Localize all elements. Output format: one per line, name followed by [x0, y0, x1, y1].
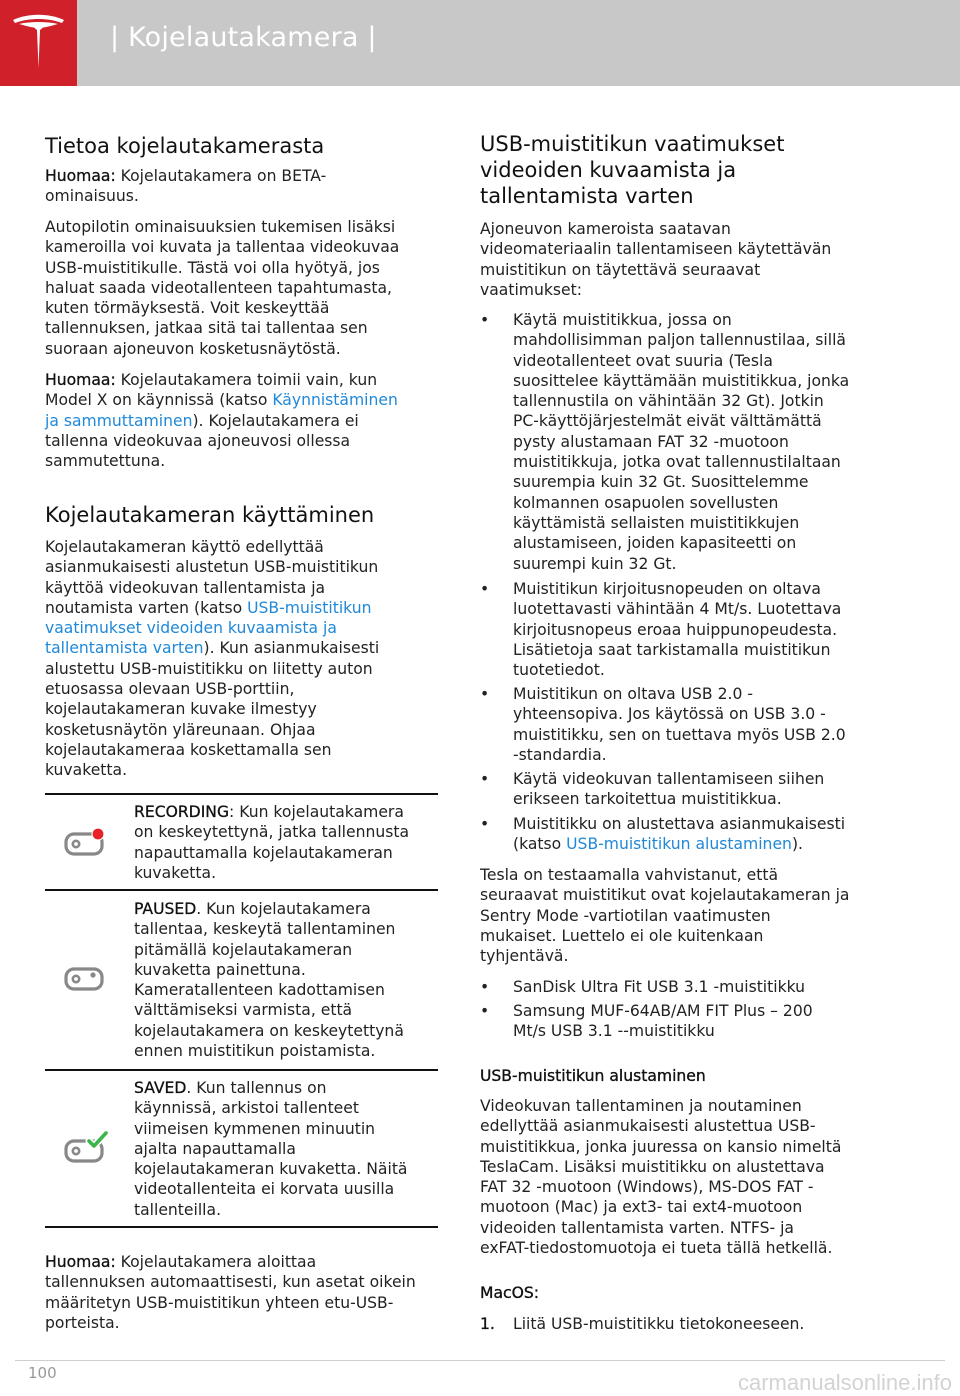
list-item: • Muistitikun on oltava USB 2.0 - yhteensopiva. Jos käytössä on USB 3.0 - muistitikku, sen on tuettava myös USB 2.0 -standardia. [480, 685, 846, 764]
note-label: Huomaa: [45, 167, 116, 185]
paused-description: PAUSED. Kun kojelautakamera tallentaa, keskeytä tallentaminen pitämällä kojelautakameran kuvaketta painettuna. Kameratallenteen kadottamisen välttämiseksi varmista, että kojelautakamera on keskeytettynä ennen muistitikun poistamista. [134, 900, 404, 1061]
dashcam-paused-icon [64, 964, 108, 1000]
table-rule-1 [45, 889, 438, 891]
note-label: Huomaa: [45, 371, 116, 389]
saved-label: SAVED [134, 1079, 187, 1097]
note-label: Huomaa: [45, 1253, 116, 1271]
heading-usb-requirements: USB-muistitikun vaatimukset videoiden kuvaamista ja tallentamista varten [480, 132, 785, 208]
list-item: • Käytä videokuvan tallentamiseen siihen erikseen tarkoitettua muistitikkua. [480, 770, 825, 809]
list-item: • Muistitikku on alustettava asianmukaisesti (katso USB-muistitikun alustaminen). [480, 815, 846, 854]
paragraph-requirements-intro: Ajoneuvon kameroista saatavan videomateriaalin tallentamiseen käytettävän muistitikun on täytettävä seuraavat vaatimukset: [480, 220, 832, 299]
note-beta: Huomaa: Kojelautakamera on BETA- ominaisuus. [45, 167, 327, 206]
list-item: • Muistitikun kirjoitusnopeuden on oltava luotettavasti vähintään 4 Mt/s. Luotettava kirjoitusnopeus eroaa huippunopeudesta. Lisätietoja saat tarkistamalla muistitikun tuotetiedot. [480, 580, 842, 680]
note-model-x: Huomaa: Kojelautakamera toimii vain, kun Model X on käynnissä (katso Käynnistäminen ja sammuttaminen). Kojelautakamera ei tallenna videokuvaa ajoneuvosi ollessa sammutettuna. [45, 371, 398, 471]
link-usb-requirements-cont[interactable]: vaatimukset videoiden kuvaamista ja [45, 619, 337, 638]
paragraph-intro: Autopilotin ominaisuuksien tukemisen lisäksi kameroilla voi kuvata ja tallentaa videokuvaa USB-muistitikulle. Tästä voi olla hyötyä, jos haluat saada videotallenteen tapahtumasta, kuten törmäyksestä. Voit keskeyttää tallennuksen, jatkaa sitä tai tallentaa sen suoraan ajoneuvon kosketusnäytöstä. [45, 218, 400, 358]
link-usb-requirements-end[interactable]: tallentamista varten [45, 639, 204, 658]
table-rule-bottom [45, 1226, 438, 1228]
step-number: 1. [480, 1315, 495, 1333]
saved-description: SAVED. Kun tallennus on käynnissä, arkistoi tallenteet viimeisen kymmenen minuutin ajalta napauttamalla kojelautakameran kuvaketta. Näitä videotallenteita ei korvata uusilla tallenteilla. [134, 1079, 408, 1219]
link-usb-formatting[interactable]: USB-muistitikun alustaminen [566, 835, 792, 854]
footer-rule [15, 1360, 945, 1361]
page-number: 100 [28, 1364, 57, 1382]
page-header [0, 0, 960, 86]
dashcam-saved-icon [64, 1131, 110, 1169]
heading-using-dashcam: Kojelautakameran käyttäminen [45, 503, 375, 527]
table-rule-2 [45, 1069, 438, 1071]
table-rule-top [45, 793, 438, 795]
link-starting-stopping-cont[interactable]: ja sammuttaminen [45, 411, 193, 430]
header-title: | Kojelautakamera | [110, 22, 377, 53]
paused-label: PAUSED [134, 900, 197, 918]
recording-description: RECORDING: Kun kojelautakamera on keskeytettynä, jatka tallennusta napauttamalla kojelautakameran kuvaketta. [134, 803, 410, 882]
recording-label: RECORDING [134, 803, 230, 821]
paragraph-tested-drives: Tesla on testaamalla vahvistanut, että seuraavat muistitikut ovat kojelautakameran ja Sentry Mode -vartiotilan vaatimusten mukaiset. Luettelo ei ole kuitenkaan tyhjentävä. [480, 866, 850, 966]
list-item: • Samsung MUF-64AB/AM FIT Plus – 200 Mt/s USB 3.1 --muistitikku [480, 1002, 813, 1041]
paragraph-using: Kojelautakameran käyttö edellyttää asianmukaisesti alustetun USB-muistitikun käyttöä videokuvan tallentamista ja noutamista varten (katso USB-muistitikun vaatimukset videoiden kuvaamista ja tallentamista varten). Kun asianmukaisesti alustettu USB-muistitikku on liitetty auton etuosassa olevaan USB-porttiin, kojelautakameran kuvake ilmestyy kosketusnäytön yläreunaan. Ohjaa kojelautakameraa koskettamalla sen kuvaketta. [45, 538, 380, 780]
link-starting-stopping[interactable]: Käynnistäminen [272, 391, 398, 410]
dashcam-recording-icon [64, 826, 108, 862]
tesla-logo [0, 0, 77, 86]
link-usb-requirements[interactable]: USB-muistitikun [247, 598, 372, 617]
subheading-macos: MacOS: [480, 1284, 540, 1302]
step-1 [480, 1314, 880, 1336]
list-item: • SanDisk Ultra Fit USB 3.1 -muistitikku [480, 978, 806, 996]
tesla-logo-icon [10, 14, 67, 72]
list-item: • Käytä muistitikkua, jossa on mahdollisimman paljon tallennustilaa, sillä videotallenteet ovat suuria (Tesla suosittelee käyttämään muistitikkua, jonka tallennustila on vähintään 32 Gt). Jotkin PC-käyttöjärjestelmät eivät välttämättä pysty alustamaan FAT 32 -muotoon muistitikkuja, jotka ovat tallennustilaltaan suurempia kuin 32 Gt. Suosittelemme kolmannen osapuolen sovellusten käyttämistä sellaisten muistitikkujen alustamiseen, joiden kapasiteetti on suurempi kuin 32 Gt. [480, 311, 850, 573]
step-text: Liitä USB-muistitikku tietokoneeseen. [513, 1315, 805, 1333]
subheading-usb-formatting: USB-muistitikun alustaminen [480, 1067, 706, 1085]
watermark: carmanualsonline.info [737, 1370, 952, 1395]
paragraph-formatting: Videokuvan tallentaminen ja noutaminen edellyttää asianmukaisesti alustettua USB- muistitikkua, jonka juuressa on kansio nimeltä TeslaCam. Lisäksi muistitikku on alustettava FAT 32 -muotoon (Windows), MS-DOS FAT - muotoon (Mac) ja ext3- tai ext4-muotoon videoiden tallentamista varten. NTFS- ja exFAT-tiedostomuotoja ei tueta tällä hetkellä. [480, 1097, 842, 1258]
note-auto-start: Huomaa: Kojelautakamera aloittaa tallennuksen automaattisesti, kun asetat oikein määritetyn USB-muistitikun yhteen etu-USB- porteista. [45, 1253, 416, 1332]
heading-about-dashcam: Tietoa kojelautakamerasta [45, 134, 325, 158]
